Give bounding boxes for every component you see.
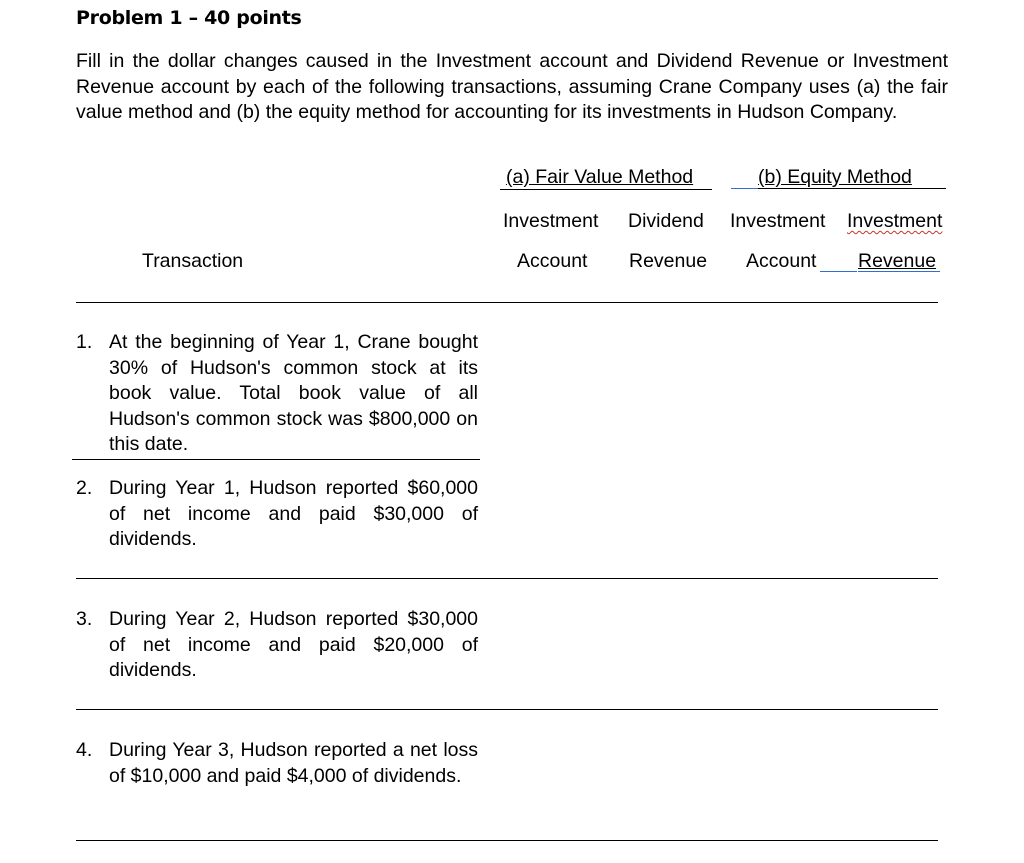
- transaction-header: Transaction: [142, 250, 244, 272]
- transaction-text: During Year 1, Hudson reported $60,000 of net income and paid $30,000 of dividends.: [109, 477, 478, 550]
- transaction-number: 3.: [76, 608, 93, 630]
- row-divider-1: [72, 459, 480, 460]
- equity-method-header: (b) Equity Method: [758, 166, 912, 188]
- transaction-row-3: [76, 607, 478, 684]
- transaction-number: 1.: [76, 331, 93, 353]
- header-divider: [76, 302, 938, 303]
- transaction-number: 2.: [76, 477, 93, 499]
- col3-header-line1: Investment: [730, 210, 826, 232]
- transaction-row-2: [76, 476, 478, 553]
- equity-underline: [758, 188, 946, 189]
- col2-header-line2: Revenue: [629, 250, 708, 272]
- fair-value-method-header: (a) Fair Value Method: [506, 166, 694, 188]
- transaction-row-4: [76, 738, 478, 789]
- instructions-paragraph: Fill in the dollar changes caused in the Investment account and Dividend Revenue or Investment Revenue account by each of the following transactions, assuming Crane Company uses (a) the fair value method and (b) the equity method for accounting for its investments in Hudson Company.: [76, 50, 948, 123]
- row-divider-4: [76, 840, 938, 841]
- transaction-number: 4.: [76, 739, 93, 761]
- col4-underline: [858, 271, 940, 272]
- row-divider-3: [76, 709, 938, 710]
- fair-value-underline: [500, 189, 712, 190]
- row-divider-2: [76, 578, 938, 579]
- equity-blue-underline: [731, 188, 758, 189]
- col4-header-line1: Investment: [847, 210, 943, 232]
- transaction-text: At the beginning of Year 1, Crane bought 30% of Hudson's common stock at its book value. Total book value of all Hudson's common stock was $800,000 on this date.: [109, 331, 478, 455]
- col3-header-line2: Account: [746, 250, 817, 272]
- col4-blue-underline: [820, 271, 857, 272]
- col4-header-line2: Revenue: [858, 250, 937, 272]
- col2-header-line1: Dividend: [628, 210, 704, 232]
- transaction-text: During Year 2, Hudson reported $30,000 of net income and paid $20,000 of dividends.: [109, 608, 478, 681]
- col1-header-line1: Investment: [503, 210, 599, 232]
- transaction-row-1: [76, 330, 478, 458]
- problem-title: Problem 1 – 40 points: [76, 7, 302, 29]
- transaction-text: During Year 3, Hudson reported a net loss of $10,000 and paid $4,000 of dividends.: [109, 739, 478, 787]
- col1-header-line2: Account: [517, 250, 588, 272]
